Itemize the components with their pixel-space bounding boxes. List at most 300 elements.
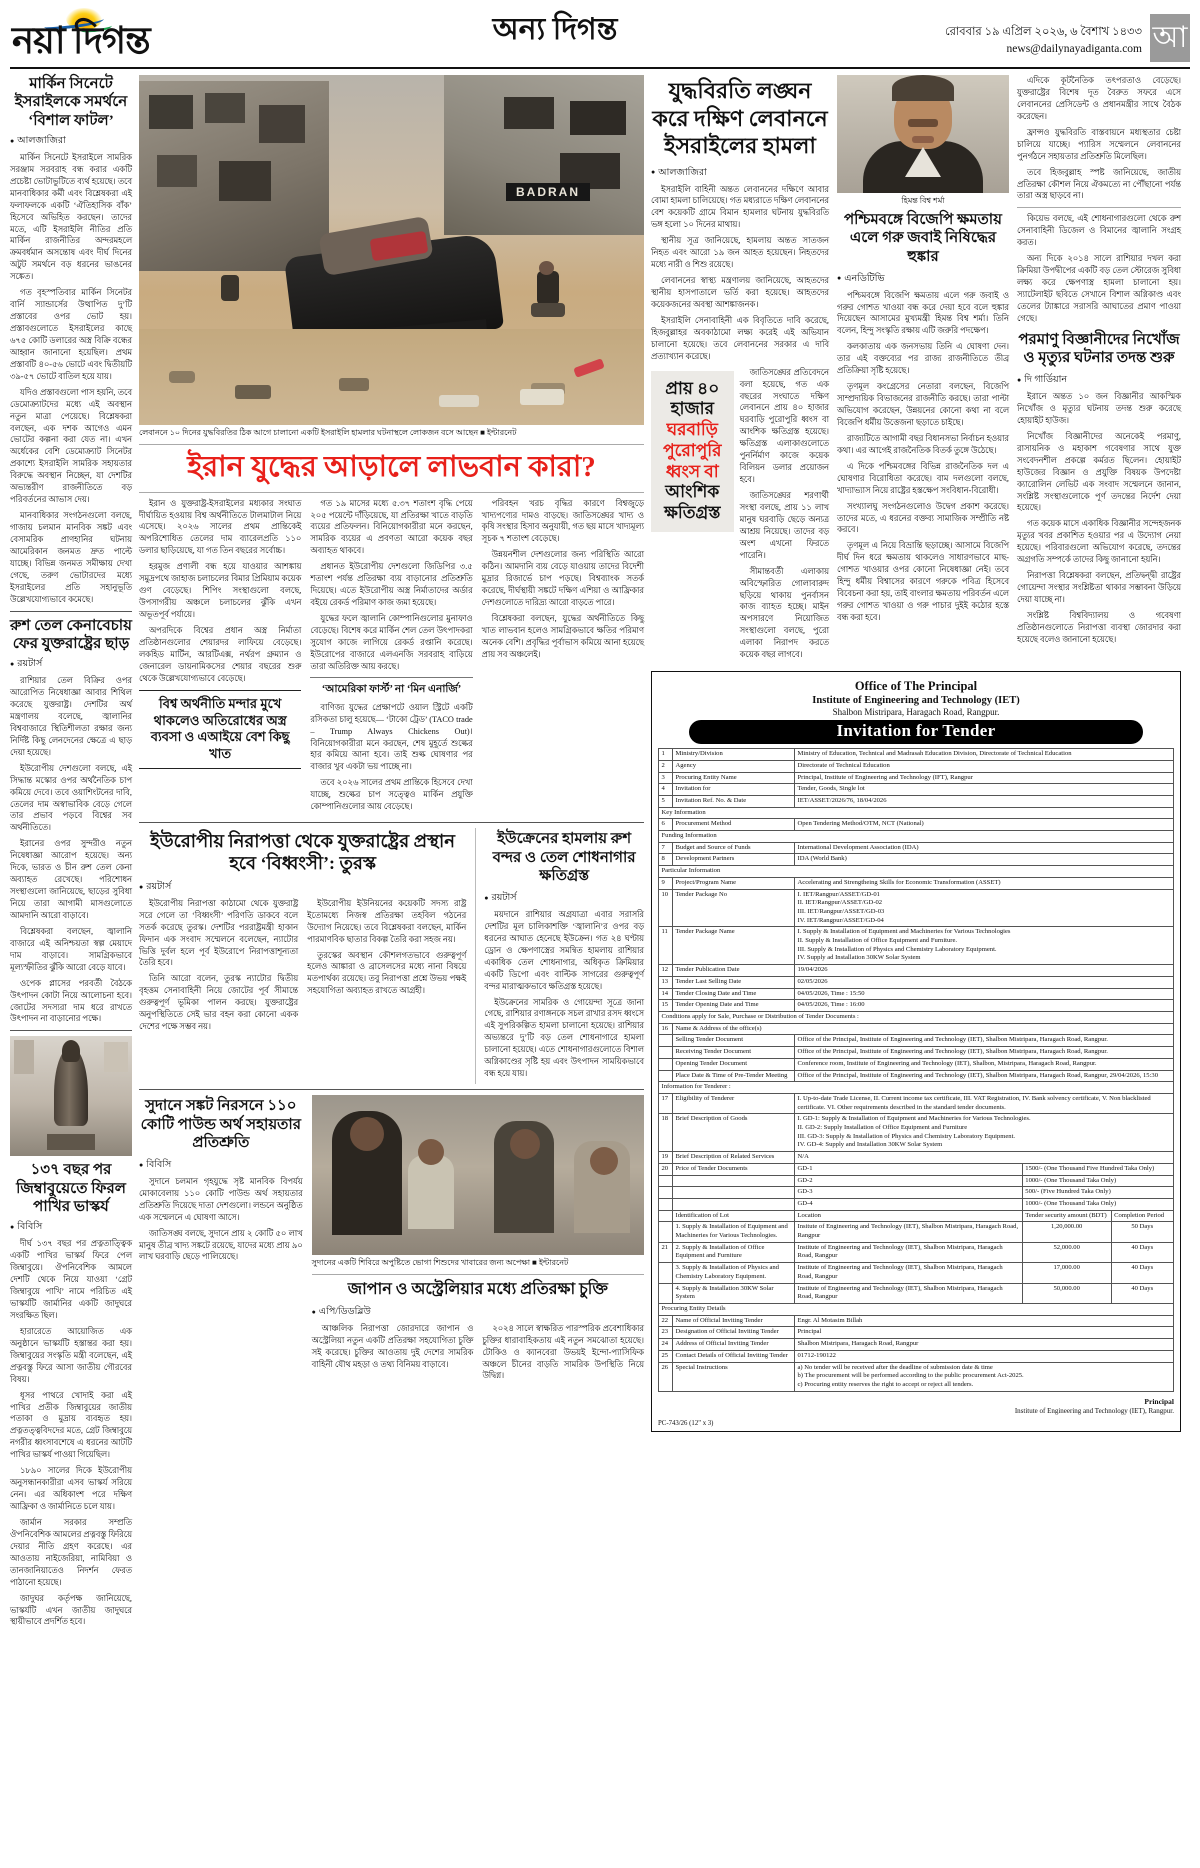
row-number: 15 [659, 1000, 673, 1012]
main-story-col-2 [310, 498, 472, 818]
row-label: Tender Package No [673, 889, 795, 927]
row-label: Development Partners [673, 854, 795, 866]
paragraph: সংখ্যালঘু সংগঠনগুলোও উদ্বেগ প্রকাশ করেছে। তাদের মতে, এ ধরনের বক্তব্য সামাজিক সম্প্রীতি নষ্ট করবে। [837, 501, 1009, 535]
paragraph: ময়দানে রাশিয়ার অগ্রযাত্রা এবার সরাসরি দেশটির মূল চালিকাশক্তি ‘জ্বালানি’র ওপর বড় ধরনের আঘাত হেনেছে ইউক্রেন। গত ২৪ ঘণ্টায় ড্রোন ও ক্ষেপণাস্ত্রের সমন্বিত হামলায় রাশিয়ার একাধিক তেল শোধনাগার, অধিকৃত ক্রিমিয়ার একটি ডিপো এবং বাল্টিক সাগরের গুরুত্বপূর্ণ বন্দর মারাত্মকভাবে ক্ষতিগ্রস্ত হয়েছে। [484, 909, 644, 991]
table-row [659, 1242, 1174, 1262]
price-amount: 1500/- (One Thousand Five Hundred Taka Only) [1022, 1163, 1173, 1175]
row-number: 4 [659, 784, 673, 796]
divider [10, 1030, 132, 1031]
byline: ● বিবিসি [10, 1220, 132, 1235]
table-row [659, 819, 1174, 831]
row-value: IET/ASSET/2026/76, 18/04/2026 [795, 795, 1174, 807]
row-value: 04/05/2026, Time : 15:50 [795, 988, 1174, 1000]
row-label: Address of Official Inviting Tender [673, 1339, 795, 1351]
paragraph: ইরান ও যুক্তরাষ্ট্র-ইসরাইলের মধ্যকার সংঘাত দীর্ঘায়িত হওয়ায় বিশ্ব অর্থনীতিতে টালমাটাল নিয়ে এসেছে। ২০২৬ সালের প্রথম প্রান্তিকেই অপরিশোধিত তেলের দাম ব্যারেলপ্রতি ১১০ ডলার ছাড়িয়েছে, যা গত তিন বছরের সর্বোচ্চ। [139, 498, 302, 556]
paragraph: সীমান্তবর্তী এলাকায় অবিস্ফোরিত গোলাবারুদ ছড়িয়ে থাকায় পুনর্বাসন কাজ ব্যাহত হচ্ছে। মাইন অপসারণে নিয়োজিত সংস্থাগুলো বলছে, পুরো এলাকা নিরাপদ করতে কয়েক বছর লাগবে। [739, 566, 829, 660]
paragraph: ইরানে অন্তত ১০ জন বিজ্ঞানীর আকস্মিক নিখোঁজ ও মৃত্যুর ঘটনায় তদন্ত শুরু করেছে হোয়াইট হাউজ। [1017, 392, 1181, 425]
table-row [659, 927, 1174, 965]
article-headline-ukraine-attack[interactable]: ইউক্রেনের হামলায় রুশ বন্দর ও তেল শোধনাগার ক্ষতিগ্রস্ত [492, 831, 636, 885]
row-number [659, 1198, 673, 1210]
lot-security: 50,000.00 [1022, 1283, 1111, 1303]
lower-stories [139, 1095, 644, 1386]
sudan-photo-and-japan [312, 1095, 644, 1386]
tender-institute: Institute of Engineering and Technology (IET) [812, 695, 1020, 707]
column-header: Completion Period [1111, 1210, 1173, 1222]
table-row [659, 1175, 1174, 1187]
row-value: I. Up-to-date Trade License, II. Current income tax certificate, III. VAT Registration, IV. Bank solvency certificate, V. Non blacklisted certificate. VI. Other requirements described in the standard tender documents. [795, 1093, 1174, 1113]
row-value: Ministry of Education, Technical and Madrasah Education Division, Directorate of Technical Education [795, 749, 1174, 761]
row-value: Office of the Principal, Institute of Engineering and Technology (IET), Shalbon Mistripara, Haragach Road, Rangpur. [795, 1035, 1174, 1047]
row-number: 16 [659, 1023, 673, 1035]
row-label: Invitation Ref. No. & Date [673, 795, 795, 807]
divider [312, 1274, 644, 1275]
row-number: 2 [659, 760, 673, 772]
table-row [659, 1362, 1174, 1391]
tender-signature [658, 1397, 1174, 1418]
tender-banner: Invitation for Tender [689, 720, 1143, 744]
table-row [659, 1000, 1174, 1012]
turkey-story [139, 828, 644, 1084]
paragraph: এ দিকে পশ্চিমবঙ্গের বিভিন্ন রাজনৈতিক দল এ ঘোষণার বিরোধিতা করেছে। বাম দলগুলো বলছে, খাদ্যাভ্যাস নিয়ে রাষ্ট্রের হস্তক্ষেপ সংবিধান-বিরোধী। [837, 461, 1009, 495]
paragraph: বাণিজ্য যুদ্ধের প্রেক্ষাপটে ওয়াল স্ট্রিটে একটি রসিকতা চালু হয়েছে— ‘টাকো ট্রেড’ (TACO trade – Trump Always Chickens Out)। বিনিয়োগকারীরা মনে করছেন, শেষ মুহূর্তে শুল্কের হার কমিয়ে আনা হবে। তাই শুল্ক ঘোষণার পর বাজার খুব একটা ভয় পাচ্ছে না। [310, 702, 473, 772]
section-label: Conditions apply for Sale, Purchase or Distribution of Tender Documents : [659, 1012, 1174, 1024]
byline: ● রয়টার্স [139, 880, 466, 895]
ukraine-attack-sidebar [475, 828, 644, 1084]
section-label: Key Information [659, 807, 1174, 819]
lot-security: 52,000.00 [1022, 1242, 1111, 1262]
article-headline-turkey-nato[interactable]: ইউরোপীয় নিরাপত্তা থেকে যুক্তরাষ্ট্রের প্রস্থান হবে ‘বিধ্বংসী’: তুরস্ক [150, 831, 455, 874]
row-label: Tender Last Selling Date [673, 976, 795, 988]
signature-org: Institute of Engineering and Technology (IET), Rangpur. [1014, 1407, 1174, 1416]
email-line[interactable]: news@dailynayadiganta.com [1006, 42, 1142, 55]
right-section [651, 75, 1181, 1632]
row-number: 7 [659, 842, 673, 854]
row-value: Shalbon Mistripara, Haragach Road, Rangpur [795, 1339, 1174, 1351]
row-label: Tender Closing Date and Time [673, 988, 795, 1000]
table-row [659, 1350, 1174, 1362]
row-label: Procurement Method [673, 819, 795, 831]
paragraph: তৃণমূল কংগ্রেসের নেতারা বলছেন, বিজেপি সাম্প্রদায়িক বিভাজনের রাজনীতি করছে। তারা পাল্টা অভিযোগ করেছেন, উন্নয়নের কোনো কথা না বলে বিজেপি ধর্মীয় উত্তেজনা ছড়াতে চাইছে। [837, 382, 1009, 427]
row-number [659, 1283, 673, 1303]
price-amount: 500/- (Five Hundred Taka Only) [1022, 1187, 1173, 1199]
row-value: International Development Association (IDA) [795, 842, 1174, 854]
table-row [659, 1023, 1174, 1035]
table-row [659, 1035, 1174, 1047]
divider [139, 1089, 644, 1090]
section-label: Funding Information [659, 831, 1174, 843]
row-number [659, 1263, 673, 1283]
row-number: 8 [659, 854, 673, 866]
row-label: Price of Tender Documents [673, 1163, 795, 1175]
table-section-header [659, 1082, 1174, 1094]
paragraph: যদিও প্রস্তাবগুলো পাস হয়নি, তবে ডেমোক্র্যাটদের মধ্যে এই অবস্থান নতুন মাত্রা পেয়েছে। বিশ্লেষকরা বলছেন, এক দশক আগেও এমন ভোটের কল্পনা করা যেত না। এখন অর্ধেকের বেশি ডেমোক্র্যাট সিনেটর প্রকাশ্যে ইসরাইলি সামরিক সহায়তার বিরুদ্ধে অবস্থান নিচ্ছেন, যা দেশটির অভ্যন্তরীণ রাজনীতিতে বড় পরিবর্তনের আভাস দেয়। [10, 387, 132, 505]
table-row [659, 889, 1174, 927]
paragraph: পরিবহন খরচ বৃদ্ধির কারণে বিশ্বজুড়ে খাদ্যপণ্যের দামও বাড়ছে। জাতিসঙ্ঘের খাদ্য ও কৃষি সংস্থার হিসাব অনুযায়ী, গত ছয় মাসে খাদ্যমূল্য সূচক ৭ শতাংশ বেড়েছে। [481, 498, 644, 544]
row-label: Receiving Tender Document [673, 1047, 795, 1059]
section-label: Particular Information [659, 866, 1174, 878]
row-label: Brief Description of Related Services [673, 1152, 795, 1164]
logo-text: নয়া দিগন্ত [12, 21, 150, 62]
lot-location: Institute of Engineering and Technology (IET), Shalbon Mistripara, Haragach Road, Rangpur [795, 1283, 1023, 1303]
row-label: Special Instructions [673, 1362, 795, 1391]
paragraph: রাশিয়ার তেল বিক্রির ওপর আরোপিত নিষেধাজ্ঞা আবার শিথিল করেছে যুক্তরাষ্ট্র। দেশটির অর্থ মন্ত্রণালয় বলেছে, জ্বালানির বিশ্ববাজারে স্থিতিশীলতা রক্ষার জন্য নির্দিষ্ট কিছু লেনদেনের ক্ষেত্রে এ ছাড় দেয়া হয়েছে। [10, 676, 132, 757]
paragraph: ওপেক প্লাসের পরবর্তী বৈঠকে উৎপাদন কোটা নিয়ে আলোচনা হবে। জোটের সদস্যরা দাম ধরে রাখতে উৎপাদন না বাড়ানোর পক্ষে। [10, 978, 132, 1024]
row-value: Tender, Goods, Single lot [795, 784, 1174, 796]
row-number: 12 [659, 965, 673, 977]
tender-code: PC-743/26 (12" x 3) [658, 1420, 714, 1428]
paragraph: সুদানে চলমান গৃহযুদ্ধে সৃষ্ট মানবিক বিপর্যয় মোকাবেলায় ১১০ কোটি পাউন্ড অর্থ সহায়তার প্রতিশ্রুতি দিয়েছে দাতা দেশগুলো। লন্ডনে অনুষ্ঠিত এক সম্মেলনে এ ঘোষণা আসে। [139, 1176, 303, 1222]
row-label: Selling Tender Document [673, 1035, 795, 1047]
table-row [659, 760, 1174, 772]
row-label: Designation of Official Inviting Tender [673, 1327, 795, 1339]
masthead [10, 8, 1190, 62]
row-value: 01712-190122 [795, 1350, 1174, 1362]
table-row [659, 988, 1174, 1000]
col3-split [651, 367, 829, 666]
row-number: 1 [659, 749, 673, 761]
row-number [659, 1187, 673, 1199]
table-row [659, 1152, 1174, 1164]
table-row [659, 877, 1174, 889]
row-label: Contact Details of Official Inviting Tender [673, 1350, 795, 1362]
stat-box-wrap [651, 367, 734, 666]
paragraph: গত ১৯ মাসের মধ্যে ৫.৩৭ শতাংশ বৃদ্ধি পেয়ে ২০৫ পয়েন্টে দাঁড়িয়েছে, যা প্রতিরক্ষা খাতে বাড়তি ব্যয়ের প্রতিফলন। বিনিয়োগকারীরা মনে করছেন, সামরিক ব্যয়ের এ প্রবণতা আরো কয়েক বছর অব্যাহত থাকবে। [310, 498, 473, 556]
paragraph: ইউক্রেনের সামরিক ও গোয়েন্দা সূত্রে জানা গেছে, রাশিয়ার রণাঙ্গনকে সচল রাখার রসদ ধ্বংসে এই সুপরিকল্পিত হামলা চালানো হয়েছে। রাশিয়ার অভ্যন্তরে দু’টি বড় তেল শোধনাগারে হামলা চালানো হয়েছে। এতে শোধনাগারগুলোতে বিশাল অগ্নিকাণ্ডের সৃষ্টি হয় এবং উৎপাদন সাময়িকভাবে বন্ধ হয়ে যায়। [484, 997, 644, 1079]
row-label: Name of Official Inviting Tender [673, 1315, 795, 1327]
row-value: Office of the Principal, Institute of Engineering and Technology (IET), Shalbon Mistripara, Haragach Road, Rangpur. [795, 1047, 1174, 1059]
byline: ● দি গার্ডিয়ান [1017, 373, 1181, 388]
row-value: Office of the Principal, Institute of Engineering and Technology (IET), Shalbon Mistripara, Haragach Road, Rangpur, 29/04/2026, 15:30 [795, 1070, 1174, 1082]
column-1 [10, 75, 132, 1632]
main-story-col-3 [482, 498, 644, 818]
lot-id: 4. Supply & Installation 30KW Solar System [673, 1283, 795, 1303]
paragraph: তুরস্কের অবস্থান কৌশলগতভাবে গুরুত্বপূর্ণ হলেও আঙ্কারা ও ব্রাসেলসের মধ্যে নানা বিষয়ে মতপার্থক্য রয়েছে। তবু নিরাপত্তা প্রশ্নে উভয় পক্ষই সহযোগিতা অব্যাহত রাখতে আগ্রহী। [307, 950, 467, 996]
row-number: 20 [659, 1163, 673, 1175]
right-top-row [651, 75, 1181, 665]
paragraph: তবে হিজবুল্লাহ স্পষ্ট জানিয়েছে, জাতীয় প্রতিরক্ষা কৌশল নিয়ে ঐকমত্যে না পৌঁছানো পর্যন্ত তারা অস্ত্র ছাড়বে না। [1017, 167, 1181, 201]
row-label: Tender Publication Date [673, 965, 795, 977]
row-label: Eligibility of Tenderer [673, 1093, 795, 1113]
byline: ● আলজাজিরা [651, 166, 829, 181]
lot-location: Institute of Engineering and Technology (IET), Shalbon Mistripara, Haragach Road, Rangpur [795, 1263, 1023, 1283]
row-label [673, 1175, 795, 1187]
row-number [659, 1070, 673, 1082]
table-row [659, 1263, 1174, 1283]
paragraph: দীর্ঘ ১৩৭ বছর পর প্রত্নতাত্ত্বিক একটি পাখির ভাস্কর্য ফিরে পেল জিম্বাবুয়ে। ঔপনিবেশিক আমলে দেশটি থেকে নিয়ে যাওয়া ‘গ্রেট জিম্বাবুয়ে পাখি’ নামে পরিচিত এই ভাস্কর্যটি জার্মানির একটি জাদুঘরে সংরক্ষিত ছিল। [10, 1239, 132, 1320]
lot-id: 3. Supply & Installation of Physics and Chemistry Laboratory Equipment. [673, 1263, 795, 1283]
row-number: 13 [659, 976, 673, 988]
newspaper-logo[interactable] [10, 8, 240, 62]
byline: ● এনডিটিভি [837, 272, 1009, 287]
table-row [659, 1047, 1174, 1059]
statue-photo [10, 1036, 132, 1156]
paragraph: এদিকে কূটনৈতিক তৎপরতাও বেড়েছে। যুক্তরাষ্ট্রের বিশেষ দূত বৈরুত সফরে এসে লেবাননের প্রেসিডেন্ট ও প্রধানমন্ত্রীর সাথে বৈঠক করেছেন। [1017, 76, 1181, 121]
lot-period: 40 Days [1111, 1263, 1173, 1283]
row-label [673, 1187, 795, 1199]
tender-office-title: Office of The Principal [854, 679, 978, 694]
paragraph: অপরদিকে বিশ্বের প্রধান অস্ত্র নির্মাতা প্রতিষ্ঠানগুলোর শেয়ারদর লাফিয়ে বেড়েছে। লকহিড মার্টিন, আরটিএক্স, নর্থরপ গ্রুম্যান ও জেনারেল ডায়নামিকসের শেয়ার বছরের শুরু থেকে উল্লেখযোগ্যভাবে বেড়েছে। [139, 625, 302, 683]
row-value: I. Supply & Installation of Equipment and Machineries for Various Technologies II. Supply & Installation of Office Equipment and Furniture. III. Supply & Installation of Physics and Chemistry Laboratory Equipment. IV. Supply ad Installation 30KW Solar System [795, 927, 1174, 965]
row-label: Tender Opening Date and Time [673, 1000, 795, 1012]
divider [139, 822, 644, 823]
paragraph: আঞ্চলিক নিরাপত্তা জোরদারে জাপান ও অস্ট্রেলিয়া নতুন একটি প্রতিরক্ষা সহযোগিতা চুক্তি সই করেছে। চুক্তির আওতায় দুই দেশের সামরিক বাহিনী যৌথ মহড়া ও তথ্য বিনিময় বাড়াবে। [311, 1323, 474, 1369]
row-value: 19/04/2026 [795, 965, 1174, 977]
price-lot: GD-4 [795, 1198, 1023, 1210]
row-number: 6 [659, 819, 673, 831]
paragraph: নিরাপত্তা বিশ্লেষকরা বলছেন, প্রতিদ্বন্দ্বী রাষ্ট্রের গোয়েন্দা সংস্থার সংশ্লিষ্টতা থাকার সম্ভাবনা উড়িয়ে দেয়া যাচ্ছে না। [1017, 571, 1181, 604]
table-row [659, 1198, 1174, 1210]
table-row [659, 1327, 1174, 1339]
divider [10, 611, 132, 612]
paragraph: তৃণমূল এ নিয়ে বিভ্রান্তি ছড়াচ্ছে। আসামে বিজেপি দীর্ঘ দিন ধরে ক্ষমতায় থাকলেও সাধারণভাবে মাছ-গোশত খাওয়ার ওপর কোনো নিষেধাজ্ঞা নেই। তবে হিন্দু ধর্মীয় বিশ্বাসের কারণে গরুকে পবিত্র হিসেবে বিবেচনা করা হয়, তাই বাংলার ক্ষমতায় পরিবর্তন এলে গরুর গোশত খাওয়া ও গরু পাচার দুইই কঠোর হস্তে বন্ধ করা হবে। [837, 541, 1009, 623]
row-value: 04/05/2026, Time : 16:00 [795, 1000, 1174, 1012]
article-headline-sudan-aid[interactable]: সুদানে সঙ্কট নিরসনে ১১০ কোটি পাউন্ড অর্থ সহায়তার প্রতিশ্রুতি [140, 1098, 302, 1152]
lot-period: 40 Days [1111, 1242, 1173, 1262]
main-headline-iran-war[interactable]: ইরান যুদ্ধের আড়ালে লাভবান কারা? [187, 450, 596, 483]
table-section-header [659, 1303, 1174, 1315]
table-section-header [659, 1012, 1174, 1024]
price-lot: GD-2 [795, 1175, 1023, 1187]
row-number: 25 [659, 1350, 673, 1362]
column-header: Tender security amount (BDT) [1022, 1210, 1111, 1222]
content-grid [10, 75, 1190, 1632]
main-story-body [139, 498, 644, 818]
row-label: Invitation for [673, 784, 795, 796]
lot-security: 17,000.00 [1022, 1263, 1111, 1283]
row-number: 14 [659, 988, 673, 1000]
paragraph: তবে ২০২৬ সালের প্রথম প্রান্তিকে হিসেবে দেখা যাচ্ছে, শুল্কের চাপ সত্ত্বেও মার্কিন প্রযুক্তি কোম্পানিগুলোর আয় বেড়েছে। [310, 778, 473, 812]
article-headline-zimbabwe-bird[interactable]: ১৩৭ বছর পর জিম্বাবুয়েতে ফিরল পাখির ভাস্কর্য [16, 1162, 126, 1216]
lot-id: 2. Supply & Installation of Office Equipment and Furniture [673, 1242, 795, 1262]
divider [139, 492, 644, 493]
row-label: Ministry/Division [673, 749, 795, 761]
row-number: 21 [659, 1242, 673, 1262]
table-row [659, 1070, 1174, 1082]
row-number [659, 1035, 673, 1047]
paragraph: মার্কিন সিনেটে ইসরাইলে সামরিক সরঞ্জাম সরবরাহ বন্ধ করার একটি প্রচেষ্টা ভোটাভুটিতে ব্যর্থ হয়েছে। তবে মানবাধিকার কর্মী এবং বিশ্লেষকরা এই ফলাফলকে একটি ‘ঐতিহাসিক বাঁক’ হিসেবে অভিহিত করছেন। তাদের মতে, এটি ইসরাইলি নীতির প্রতি মার্কিন রাজনীতির অন্দরমহলে ক্রমবর্ধমান অসন্তোষ এবং দীর্ঘ দিনের অটুট সমর্থনে বড় ধরনের ভাঙনের সঙ্কেত। [10, 152, 132, 282]
paragraph: মানবাধিকার সংগঠনগুলো বলছে, গাজায় চলমান মানবিক সঙ্কট এবং বেসামরিক প্রাণহানির ঘটনায় আমেরিকান জনমত দ্রুত পাল্টে যাচ্ছে। বিভিন্ন জনমত সমীক্ষায় দেখা গেছে, তরুণ ভোটারদের মধ্যে ইসরাইলের প্রতি সহানুভূতি উল্লেখযোগ্যভাবে কমেছে। [10, 511, 132, 604]
paragraph: গত বৃহস্পতিবার মার্কিন সিনেটর বার্নি স্যান্ডার্সের উত্থাপিত দু’টি প্রস্তাবের ওপর ভোট হয়। প্রস্তাবগুলোতে ইসরাইলের কাছে ৬৭৫ কোটি ডলারের অস্ত্র বিক্রি বন্ধের আহ্বান জানানো হয়েছিল। প্রথম প্রস্তাবটি ৪০-৫৬ ভোটে এবং দ্বিতীয়টি ৩৯-৫৭ ভোটে বাতিল হয়ে যায়। [10, 288, 132, 381]
row-number [659, 1175, 673, 1187]
row-number: 10 [659, 889, 673, 927]
table-header-row [659, 1210, 1174, 1222]
byline: ● বিবিসি [139, 1158, 303, 1173]
column-2-main [139, 75, 644, 1632]
byline: ● রয়টার্স [484, 891, 644, 906]
row-value: Open Tendering Method/OTM, NCT (National) [795, 819, 1174, 831]
paragraph: উন্নয়নশীল দেশগুলোর জন্য পরিস্থিতি আরো কঠিন। আমদানি ব্যয় বেড়ে যাওয়ায় তাদের বিদেশী মুদ্রার রিজার্ভে চাপ পড়ছে। বিশ্বব্যাংক সতর্ক করেছে, দীর্ঘস্থায়ী সঙ্কটে দক্ষিণ এশিয়া ও আফ্রিকার দেশগুলোতে দারিদ্র্য আরো বাড়তে পারে। [481, 550, 644, 608]
tender-table [658, 748, 1174, 1391]
lot-location: Insitute of Engineering and Technology (IET), Shalbon Mistripara, Haragach Road, Rangpur [795, 1222, 1023, 1242]
lot-location: Institute of Engineering and Technology (IET), Shalbon Mistripara, Haragach Road, Rangpur [795, 1242, 1023, 1262]
page-title: অন্য দিগন্ত [492, 13, 618, 46]
row-label: Agency [673, 760, 795, 772]
row-value: I. IET/Rangpur/ASSET/GD-01 II. IET/Rangpur/ASSET/GD-02 III. IET/Rangpur/ASSET/GD-03 IV. IET/Rangpur/ASSET/GD-04 [795, 889, 1174, 927]
paragraph: ২০২৪ সালে স্বাক্ষরিত পারস্পরিক প্রবেশাধিকার চুক্তির ধারাবাহিকতায় এই নতুন সমঝোতা হয়েছে। টোকিও ও ক্যানবেরা উভয়ই ইন্দো-প্যাসিফিক অঞ্চলে চীনের বাড়তি সামরিক উপস্থিতি নিয়ে উদ্বিগ্ন। [482, 1323, 644, 1381]
main-photo-lebanon-strike [139, 75, 644, 425]
row-number: 23 [659, 1327, 673, 1339]
photo-caption: হিমন্ত বিশ্ব শর্মা [901, 196, 945, 205]
stat-box [651, 371, 734, 532]
row-number: 17 [659, 1093, 673, 1113]
signature-name: Principal [1144, 1396, 1174, 1406]
tender-footer [658, 1420, 1174, 1427]
divider [139, 444, 644, 445]
row-label: Name & Address of the office(s) [673, 1023, 1174, 1035]
table-row [659, 1093, 1174, 1113]
row-number: 5 [659, 795, 673, 807]
stat-line-1: প্রায় ৪০ হাজার [665, 378, 720, 419]
photo-caption: লেবাননে ১০ দিনের যুদ্ধবিরতির ঠিক আগে চালানো একটি ইসরাইলি হামলার ঘটনাস্থলে লোকজন বসে আছেন ■ ইন্টারনেট [139, 428, 517, 437]
row-label: Place Date & Time of Pre-Tender Meeting [673, 1070, 795, 1082]
section-label: Information for Tenderer : [659, 1082, 1174, 1094]
paragraph: ফ্রান্সও যুদ্ধবিরতি বাস্তবায়নে মধ্যস্থতার চেষ্টা চালিয়ে যাচ্ছে। প্যারিস সম্মেলনে লেবাননের পুনর্গঠনে সহায়তার প্রতিশ্রুতি মিলেছিল। [1017, 127, 1181, 161]
row-number: 3 [659, 772, 673, 784]
masthead-right [870, 14, 1190, 62]
column-header: Location [795, 1210, 1023, 1222]
price-amount: 1000/- (One Thousand Taka Only) [1022, 1198, 1173, 1210]
stat-line-3: আংশিক ক্ষতিগ্রস্ত [664, 482, 721, 523]
lot-security: 1,20,000.00 [1022, 1222, 1111, 1242]
pull-quote: বিশ্ব অর্থনীতি মন্দার মুখে থাকলেও অতিরোধের অস্ত্র ব্যবসা ও এআইয়ে বেশ কিছু খাত [139, 690, 301, 770]
paragraph: ইসরাইলি সেনাবাহিনী এক বিবৃতিতে দাবি করেছে, হিজবুল্লাহর অবকাঠামো লক্ষ্য করেই এই অভিযান চালানো হয়েছে। তবে লেবাননের সরকার এ দাবি প্রত্যাখ্যান করেছে। [651, 315, 829, 361]
row-value: Conference room, Institute of Engineering and Technology (IET), Shalbon, Mistripara, Haragach Road, Rangpur. [795, 1058, 1174, 1070]
lot-period: 40 Days [1111, 1283, 1173, 1303]
row-value: I. GD-1: Supply & Installation of Equipment and Machineries for Various Technologies. II. GD-2: Supply Installation of Office Equipment and Furniture III. GD-3: Supply & Installation of Physics and Chemistry Laboratory Equipment. IV. GD-4: Supply and Installation 30KW Solar System [795, 1114, 1174, 1152]
table-row [659, 842, 1174, 854]
paragraph: জাদুঘর কর্তৃপক্ষ জানিয়েছে, ভাস্কর্যটি এখন জাতীয় জাদুঘরে স্থায়ীভাবে প্রদর্শিত হবে। [10, 1593, 132, 1627]
tender-address: Shalbon Mistripara, Haragach Road, Rangpur. [832, 707, 1000, 718]
table-row [659, 1114, 1174, 1152]
paragraph: ইরানের ওপর সুন্দরীও নতুন নিষেধাজ্ঞা আরোপ হয়েছে। অন্য দিকে, ভারত ও চীন রুশ তেল কেনা অব্যাহত রেখেছে। পরিশোধন সংস্থাগুলো জানিয়েছে, ছাড়ের সুবিধা নিয়ে তারা আগামী মাসগুলোতে আমদানি আরো বাড়াবে। [10, 839, 132, 920]
row-value: Directorate of Technical Education [795, 760, 1174, 772]
paragraph: কিয়েভ বলছে, এই শোধনাগারগুলো থেকে রুশ সেনাবাহিনী ডিজেল ও বিমানের জ্বালানি সংগ্রহ করত। [1017, 214, 1181, 248]
price-lot: GD-3 [795, 1187, 1023, 1199]
paragraph: জার্মান সরকার সম্প্রতি ঔপনিবেশিক আমলের প্রত্নবস্তু ফিরিয়ে দেয়ার নীতি গ্রহণ করেছে। এর আওতায় নাইজেরিয়া, নামিবিয়া ও তানজানিয়াতেও নিদর্শন ফেরত পাঠানো হয়েছে। [10, 1517, 132, 1587]
row-value: N/A [795, 1152, 1174, 1164]
paragraph: হারারেতে আয়োজিত এক অনুষ্ঠানে ভাস্কর্যটি হস্তান্তর করা হয়। জিম্বাবুয়ের সংস্কৃতি মন্ত্রী বলেছেন, এই প্রত্নবস্তু ফিরে আসা জাতীয় গৌরবের বিষয়। [10, 1326, 132, 1384]
row-number: 9 [659, 877, 673, 889]
row-value: 02/05/2026 [795, 976, 1174, 988]
row-label: Budget and Source of Funds [673, 842, 795, 854]
column-5 [1017, 75, 1181, 665]
paragraph: হরমুজ প্রণালী বন্ধ হয়ে যাওয়ার আশঙ্কায় সমুদ্রপথে জাহাজ চলাচলের বিমার প্রিমিয়াম কয়েক গুণ বেড়েছে। শিপিং সংস্থাগুলো বলছে, উপসাগরীয় অঞ্চলে চলাচলের ঝুঁকি এখন অভূতপূর্ব পর্যায়ে। [139, 562, 302, 620]
row-value: IDA (World Bank) [795, 854, 1174, 866]
table-row [659, 772, 1174, 784]
row-number: 24 [659, 1339, 673, 1351]
subsection-title-mean-energy: ‘আমেরিকা ফার্স্ট’ না ‘মিন এনার্জি’ [310, 677, 472, 699]
column-3 [651, 75, 829, 665]
row-label [673, 1198, 795, 1210]
row-label: Opening Tender Document [673, 1058, 795, 1070]
paragraph: বিশ্লেষকরা বলছেন, জ্বালানি বাজারে এই অনিশ্চয়তা স্বল্প মেয়াদে দাম বাড়াবে। সামগ্রিকভাবে মূল্যস্ফীতির ঝুঁকি আরো বেড়ে যাবে। [10, 926, 132, 972]
masthead-meta [945, 24, 1150, 63]
table-row [659, 795, 1174, 807]
paragraph: গত কয়েক মাসে একাধিক বিজ্ঞানীর সন্দেহজনক মৃত্যুর খবর প্রকাশিত হওয়ার পর এ উদ্যোগ নেয়া হয়েছে। পরিবারগুলো অভিযোগ করেছে, তদন্তের অগ্রগতি সম্পর্কে তাদের কিছু জানানো হয়নি। [1017, 519, 1181, 565]
byline: ● রয়টার্স [10, 657, 132, 672]
photo-sudan-camp [312, 1095, 644, 1255]
table-section-header [659, 831, 1174, 843]
byline: ● আলজাজিরা [10, 134, 132, 149]
table-section-header [659, 866, 1174, 878]
row-value: Engr. Al Motasim Billah [795, 1315, 1174, 1327]
article-headline-lebanon-ceasefire[interactable]: যুদ্ধবিরতি লঙ্ঘন করে দক্ষিণ লেবাননে ইসরাইলের হামলা [652, 78, 828, 158]
paragraph: পশ্চিমবঙ্গে বিজেপি ক্ষমতায় এলে গরু জবাই ও গরুর গোশত খাওয়া বন্ধ করে দেয়া হবে বলে হুঙ্কার দিয়েছেন আসামের মুখ্যমন্ত্রী হিমন্ত বিশ্ব শর্মা। তিনি বলেন, হিন্দু সংস্কৃতি রক্ষায় এটি জরুরি পদক্ষেপ। [837, 290, 1009, 336]
row-number: 22 [659, 1315, 673, 1327]
table-row [659, 1058, 1174, 1070]
row-value: a) No tender will be received after the deadline of submission date & time b) The procurement will be performed according to the public procurement Act-2025. c) Procuring entity reserves the right to accept or reject all tenders. [795, 1362, 1174, 1391]
table-row [659, 1339, 1174, 1351]
table-row [659, 976, 1174, 988]
table-row [659, 1222, 1174, 1242]
table-row [659, 784, 1174, 796]
article-headline-bengal-bjp[interactable]: পশ্চিমবঙ্গে বিজেপি ক্ষমতায় এলে গরু জবাই নিষিদ্ধের হুঙ্কার [843, 211, 1002, 265]
row-number: 11 [659, 927, 673, 965]
tender-notice [651, 671, 1181, 1432]
row-number [659, 1058, 673, 1070]
column-header: Identification of Lot [673, 1210, 795, 1222]
paragraph: যুদ্ধের ফলে জ্বালানি কোম্পানিগুলোর মুনাফাও বেড়েছে। বিশেষ করে মার্কিন শেল তেল উৎপাদকরা সুযোগ কাজে লাগিয়ে রেকর্ড রপ্তানি করেছে। ইউরোপের বাজারে এলএনজি সরবরাহ বাড়িয়ে তারা অতিরিক্ত আয় করছে। [310, 614, 473, 671]
stat-line-2: ঘরবাড়ি পুরোপুরি ধ্বংস বা [663, 420, 722, 481]
row-value: Principal [795, 1327, 1174, 1339]
row-number: 18 [659, 1114, 673, 1152]
table-row [659, 854, 1174, 866]
paragraph: অন্য দিকে ২০১৪ সালে রাশিয়ার দখল করা ক্রিমিয়া উপদ্বীপের একটি বড় তেল স্টোরেজ সুবিধা লক্ষ্য করে ক্ষেপণাস্ত্র হামলা চালানো হয়। স্যাটেলাইট ছবিতে সেখানে বিশাল অগ্নিকাণ্ড এবং তেলের ট্যাঙ্কারে সরাসরি আঘাতের প্রমাণ পাওয়া গেছে। [1017, 254, 1181, 323]
row-label: Brief Description of Goods [673, 1114, 795, 1152]
col3-body2 [740, 367, 829, 666]
photo-himanta [837, 75, 1009, 193]
paragraph: রাজ্যটিতে আগামী বছর বিধানসভা নির্বাচন হওয়ার কথা। এর আগেই রাজনৈতিক বিতর্ক তুঙ্গে উঠেছে। [837, 433, 1009, 455]
paragraph: ইউরোপীয় ইউনিয়নের কয়েকটি সদস্য রাষ্ট্র ইতোমধ্যে নিজস্ব প্রতিরক্ষা তহবিল গঠনের উদ্যোগ নিয়েছে। তবে বিশ্লেষকরা বলছেন, মার্কিন পারমাণবিক ছাতার বিকল্প তৈরি করা সহজ নয়। [307, 898, 467, 944]
row-number: 26 [659, 1362, 673, 1391]
table-row [659, 1187, 1174, 1199]
corner-mark-icon: আ [1150, 14, 1190, 62]
table-section-header [659, 807, 1174, 819]
price-lot: GD-1 [795, 1163, 1023, 1175]
date-line: রোববার ১৯ এপ্রিল ২০২৬, ৬ বৈশাখ ১৪৩৩ [944, 25, 1142, 38]
paragraph: ধূসর পাথরে খোদাই করা এই পাখির প্রতীক জিম্বাবুয়ের জাতীয় পতাকা ও মুদ্রায় ব্যবহৃত হয়। প্রত্নতত্ত্ববিদদের মতে, গ্রেট জিম্বাবুয়ে নগরীর ধ্বংসাবশেষে এ ধরনের আটটি পাখির ভাস্কর্য পাওয়া গিয়েছিল। [10, 1390, 132, 1460]
paragraph: বিশ্লেষকরা বলছেন, যুদ্ধের অর্থনীতিতে কিছু খাত লাভবান হলেও সামগ্রিকভাবে ক্ষতির পরিমাণ অনেক বেশি। প্রবৃদ্ধির পূর্বাভাস কমিয়ে আনা হয়েছে প্রায় সব অঞ্চলেই। [481, 614, 644, 659]
paragraph: সংশ্লিষ্ট বিশ্ববিদ্যালয় ও গবেষণা প্রতিষ্ঠানগুলোতে নিরাপত্তা ব্যবস্থা জোরদার করা হয়েছে বলেও জানানো হয়েছে। [1017, 610, 1181, 644]
photo-caption: সুদানের একটি শিবিরে অপুষ্টিতে ভোগা শিশুদের খাবারের জন্য অপেক্ষা ■ ইন্টারনেট [311, 1258, 569, 1268]
paragraph: লেবাননের স্বাস্থ্য মন্ত্রণালয় জানিয়েছে, আহতদের স্থানীয় হাসপাতালে ভর্তি করা হয়েছে। আহতদের কয়েকজনের অবস্থা আশঙ্কাজনক। [651, 276, 829, 309]
table-row [659, 749, 1174, 761]
article-headline-japan-australia[interactable]: জাপান ও অস্ট্রেলিয়ার মধ্যে প্রতিরক্ষা চুক্তি [347, 1280, 608, 1298]
article-headline-us-senate[interactable]: মার্কিন সিনেটে ইসরাইলকে সমর্থনে ‘বিশাল ফাটল’ [14, 76, 128, 129]
masthead-divider [10, 67, 1190, 69]
lot-period: 50 Days [1111, 1222, 1173, 1242]
table-row [659, 965, 1174, 977]
article-headline-russian-oil[interactable]: রুশ তেল কেনাবেচায় ফের যুক্তরাষ্ট্রের ছাড় [10, 617, 132, 652]
row-value: Accelerating and Strengtheing Skills for Economic Transformation (ASSET) [795, 877, 1174, 889]
table-row [659, 1283, 1174, 1303]
price-amount: 1000/- (One Thousand Taka Only) [1022, 1175, 1173, 1187]
turkey-story-main [139, 828, 466, 1084]
paragraph: নিখোঁজ বিজ্ঞানীদের অনেকেই পরমাণু, রাসায়নিক ও মহাকাশ গবেষণার সাথে যুক্ত সংবেদনশীল প্রকল্পে কর্মরত ছিলেন। হোয়াইট হাউজের বিজ্ঞান ও প্রযুক্তি বিষয়ক উপদেষ্টা ক্যারোলিন লেভিট এক সংবাদ সম্মেলনে জানান, সংশ্লিষ্ট সংস্থাগুলোকে পূর্ণ তদন্তের নির্দেশ দেয়া হয়েছে। [1017, 431, 1181, 513]
paragraph: প্রধানত ইউরোপীয় দেশগুলো জিডিপির ৩.৫ শতাংশ পর্যন্ত প্রতিরক্ষা ব্যয় বাড়ানোর প্রতিশ্রুতি দিয়েছে। এতে ইউরোপীয় অস্ত্র নির্মাতাদের অর্ডার বইয়ে রেকর্ড পরিমাণ কাজ জমা হয়েছে। [310, 562, 473, 608]
paragraph: ১৮৯০ সালের দিকে ইউরোপীয় অনুসন্ধানকারীরা এসব ভাস্কর্য সরিয়ে নেন। এর অধিকাংশ পরে দক্ষিণ আফ্রিকা ও জার্মানিতে চলে যায়। [10, 1466, 132, 1511]
article-headline-nuclear-scientists[interactable]: পরমাণু বিজ্ঞানীদের নিখোঁজ ও মৃত্যুর ঘটনার তদন্ত শুরু [1018, 331, 1180, 367]
paragraph: ইসরাইলি বাহিনী অন্তত লেবাননের দক্ষিণে আবার বোমা হামলা চালিয়েছে। গত মধ্যরাতে দক্ষিণ লেবাননের বেশ কয়েকটি গ্রামে বিমান হামলার ঘটনায় যুদ্ধবিরতি ভঙ্গ হলো ১০ দিনের মাথায়। [651, 184, 829, 230]
paragraph: কলকাতায় এক জনসভায় তিনি এ ঘোষণা দেন। তার এই বক্তব্যের পর রাজ্য রাজনীতিতে তীব্র প্রতিক্রিয়া সৃষ্টি হয়েছে। [837, 342, 1009, 376]
sudan-story [139, 1095, 303, 1386]
row-value: Principal, Institute of Engineering and Technology (IFT), Rangpur [795, 772, 1174, 784]
byline: ● এপি/ডিডব্লিউ [312, 1305, 644, 1320]
divider [1017, 207, 1181, 208]
section-label: Procuring Entity Details [659, 1303, 1174, 1315]
badran-sign: BADRAN [506, 183, 590, 201]
paragraph: জাতিসঙ্ঘের শরণার্থী সংস্থা বলছে, প্রায় ১১ লাখ মানুষ ঘরবাড়ি ছেড়ে অন্যত্র আশ্রয় নিয়েছে। তাদের বড় অংশ এখনো ফিরতে পারেনি। [739, 491, 829, 560]
